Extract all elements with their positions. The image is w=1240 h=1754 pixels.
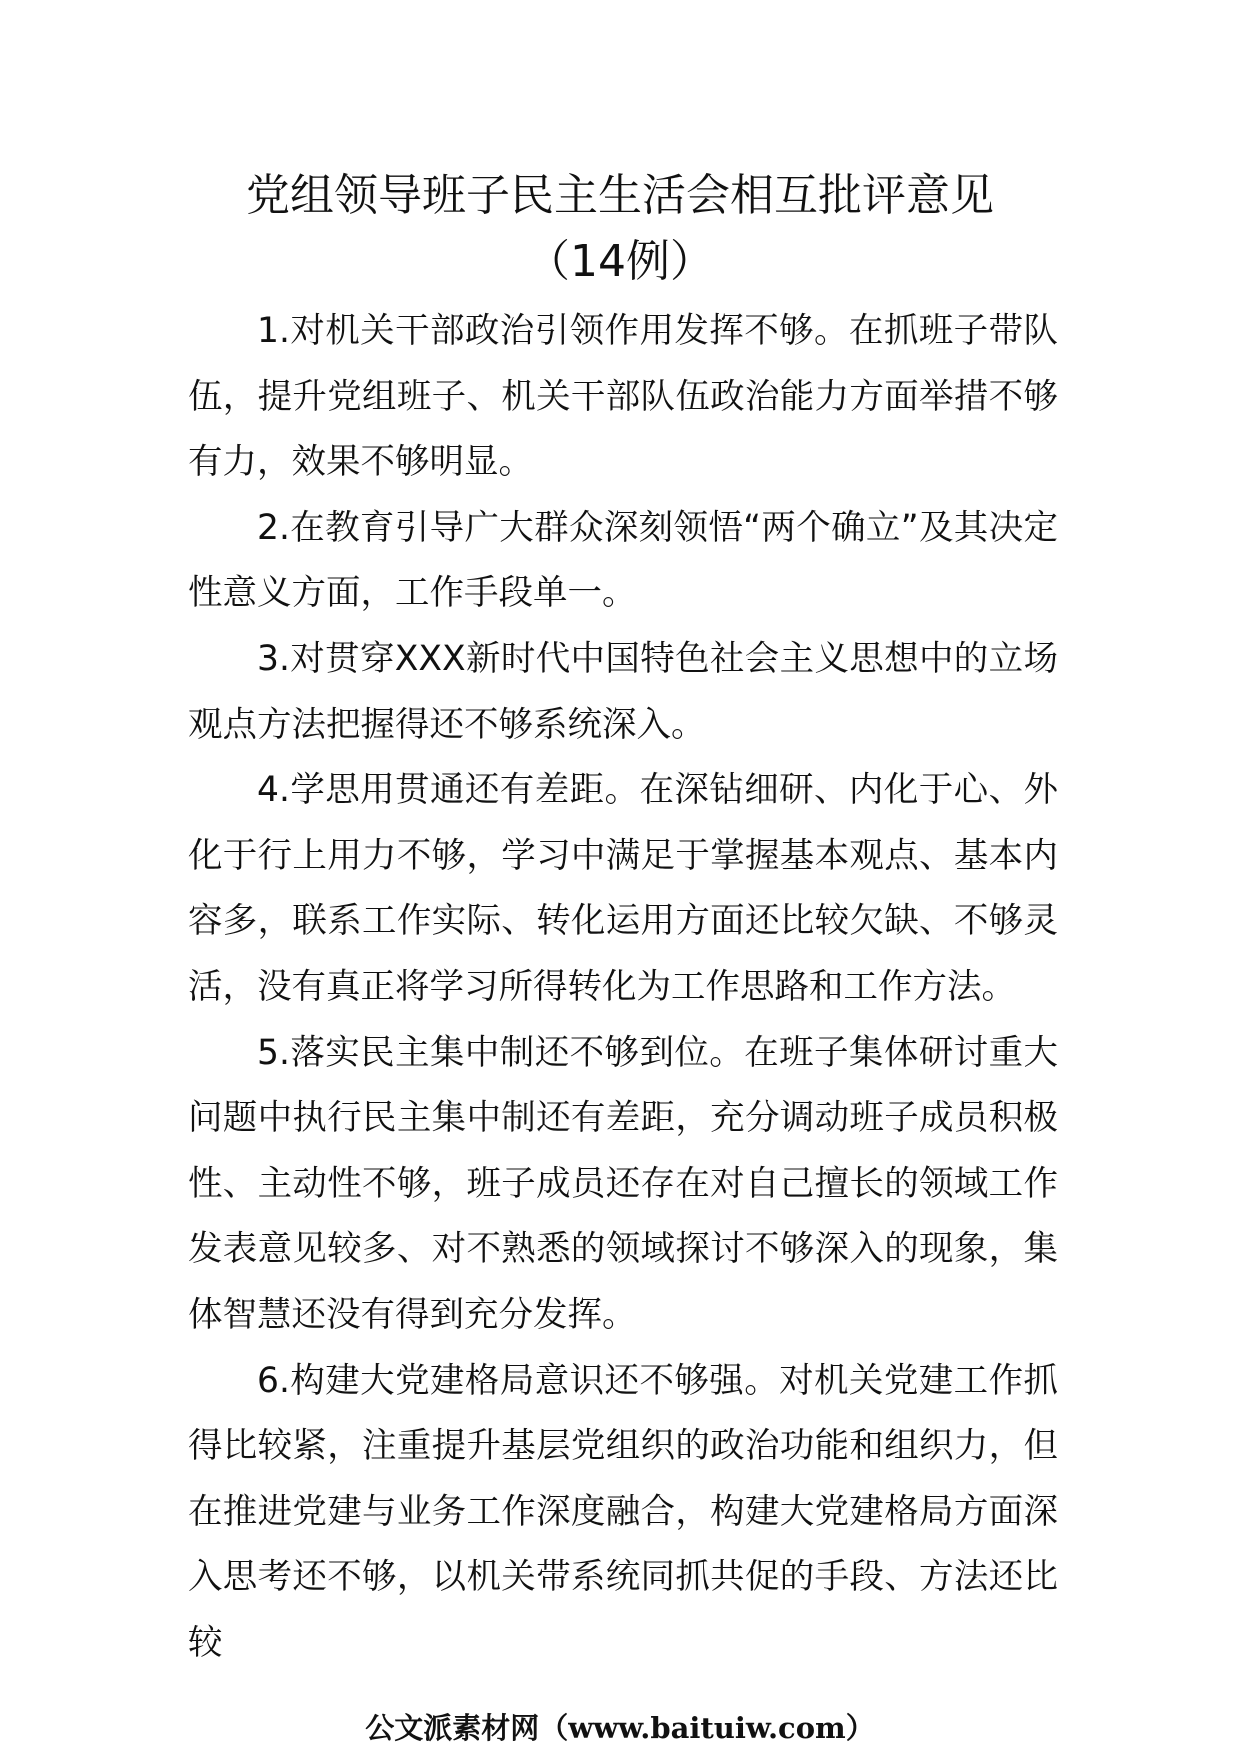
document-subtitle: （14例） — [526, 236, 714, 287]
paragraph-4: 4.学思用贯通还有差距。在深钻细研、内化于心、外化于行上用力不够，学习中满足于掌握基本观点、基本内容多，联系工作实际、转化运用方面还比较欠缺、不够灵活，没有真正将学习所得转化为工作思路和工作方法。 — [188, 770, 1058, 1007]
paragraph-5: 5.落实民主集中制还不够到位。在班子集体研讨重大问题中执行民主集中制还有差距，充分调动班子成员积极性、主动性不够，班子成员还存在对自己擅长的领域工作发表意见较多、对不熟悉的领域探讨不够深入的现象，集体智慧还没有得到充分发挥。 — [188, 1032, 1058, 1335]
paragraph-1: 1.对机关干部政治引领作用发挥不够。在抓班子带队伍，提升党组班子、机关干部队伍政治能力方面举措不够有力，效果不够明显。 — [188, 311, 1058, 483]
paragraph-3: 3.对贯穿XXX新时代中国特色社会主义思想中的立场观点方法把握得还不够系统深入。 — [188, 638, 1058, 745]
paragraph-6: 6.构建大党建格局意识还不够强。对机关党建工作抓得比较紧，注重提升基层党组织的政治功能和组织力，但在推进党建与业务工作深度融合，构建大党建格局方面深入思考还不够，以机关带系统同抓共促的手段、方法还比较 — [188, 1360, 1058, 1663]
document-title: 党组领导班子民主生活会相互批评意见 — [246, 170, 994, 221]
document-body — [188, 299, 1058, 1676]
footer-source-text: 公文派素材网（www.baituiw.com） — [365, 1711, 875, 1745]
paragraph-2: 2.在教育引导广大群众深刻领悟“两个确立”及其决定性意义方面，工作手段单一。 — [188, 507, 1058, 614]
